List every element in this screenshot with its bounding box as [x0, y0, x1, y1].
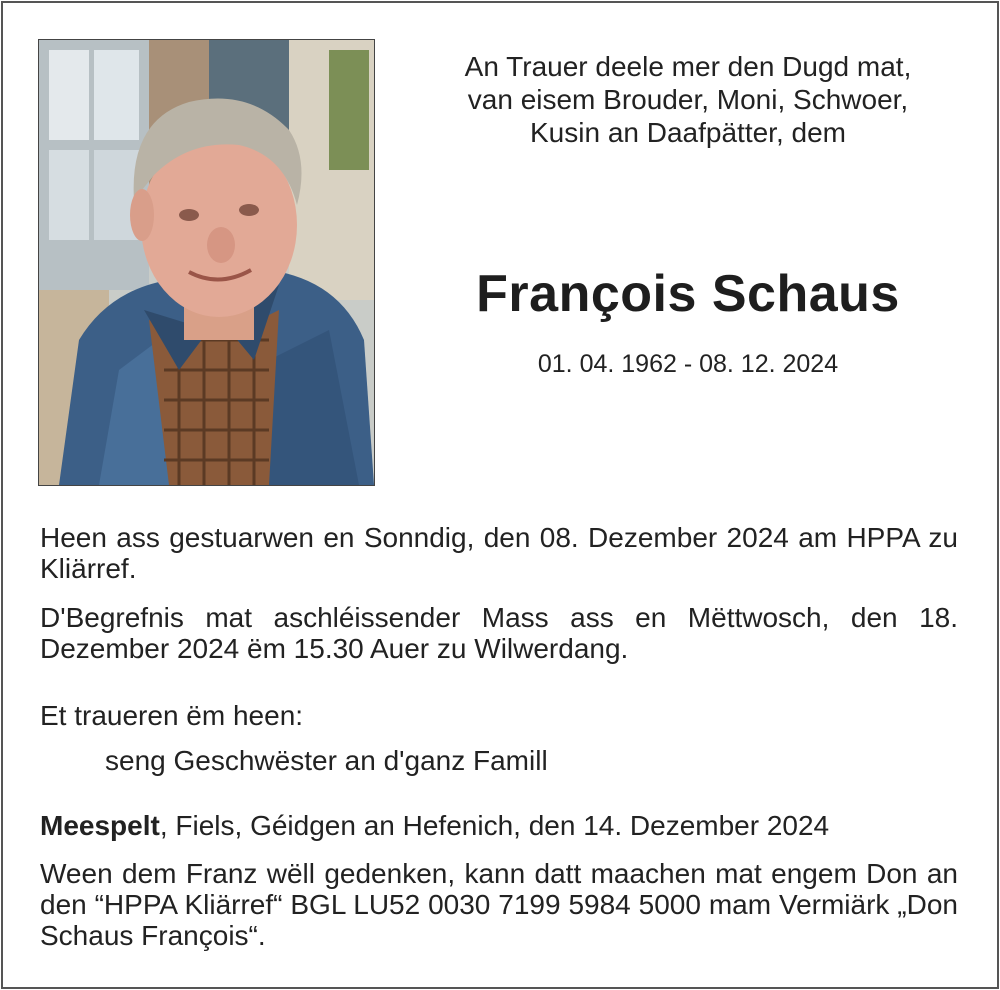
portrait-photo [38, 39, 375, 486]
mourners-intro: Et traueren ëm heen: [40, 700, 304, 731]
place-bold: Meespelt [40, 810, 160, 841]
place-rest: , Fiels, Géidgen an Hefenich, den 14. Dezember 2024 [159, 810, 830, 841]
funeral-notice: D'Begrefnis mat aschléissender Mass ass en Mëttwosch, den 18. Dezember 2024 ëm 15.30 Auer zu Wilwerdang. [40, 602, 958, 664]
intro-text [380, 50, 996, 149]
intro-line: An Trauer deele mer den Dugd mat, [464, 51, 912, 82]
intro-line: van eisem Brouder, Moni, Schwoer, [467, 84, 909, 115]
portrait-illustration [39, 40, 374, 485]
mourners-list: seng Geschwëster an d'ganz Famill [105, 745, 548, 776]
life-dates: 01. 04. 1962 - 08. 12. 2024 [537, 350, 839, 378]
donation-notice: Ween dem Franz wëll gedenken, kann datt maachen mat engem Don an den “HPPA Kliärref“ BGL LU52 0030 7199 5984 5000 mam Vermiärk „Don Schaus François“. [40, 858, 958, 951]
death-notice: Heen ass gestuarwen en Sonndig, den 08. Dezember 2024 am HPPA zu Kliärref. [40, 522, 958, 584]
deceased-name: François Schaus [476, 265, 900, 323]
place-date-line [40, 810, 829, 842]
intro-line: Kusin an Daafpätter, dem [530, 117, 846, 148]
